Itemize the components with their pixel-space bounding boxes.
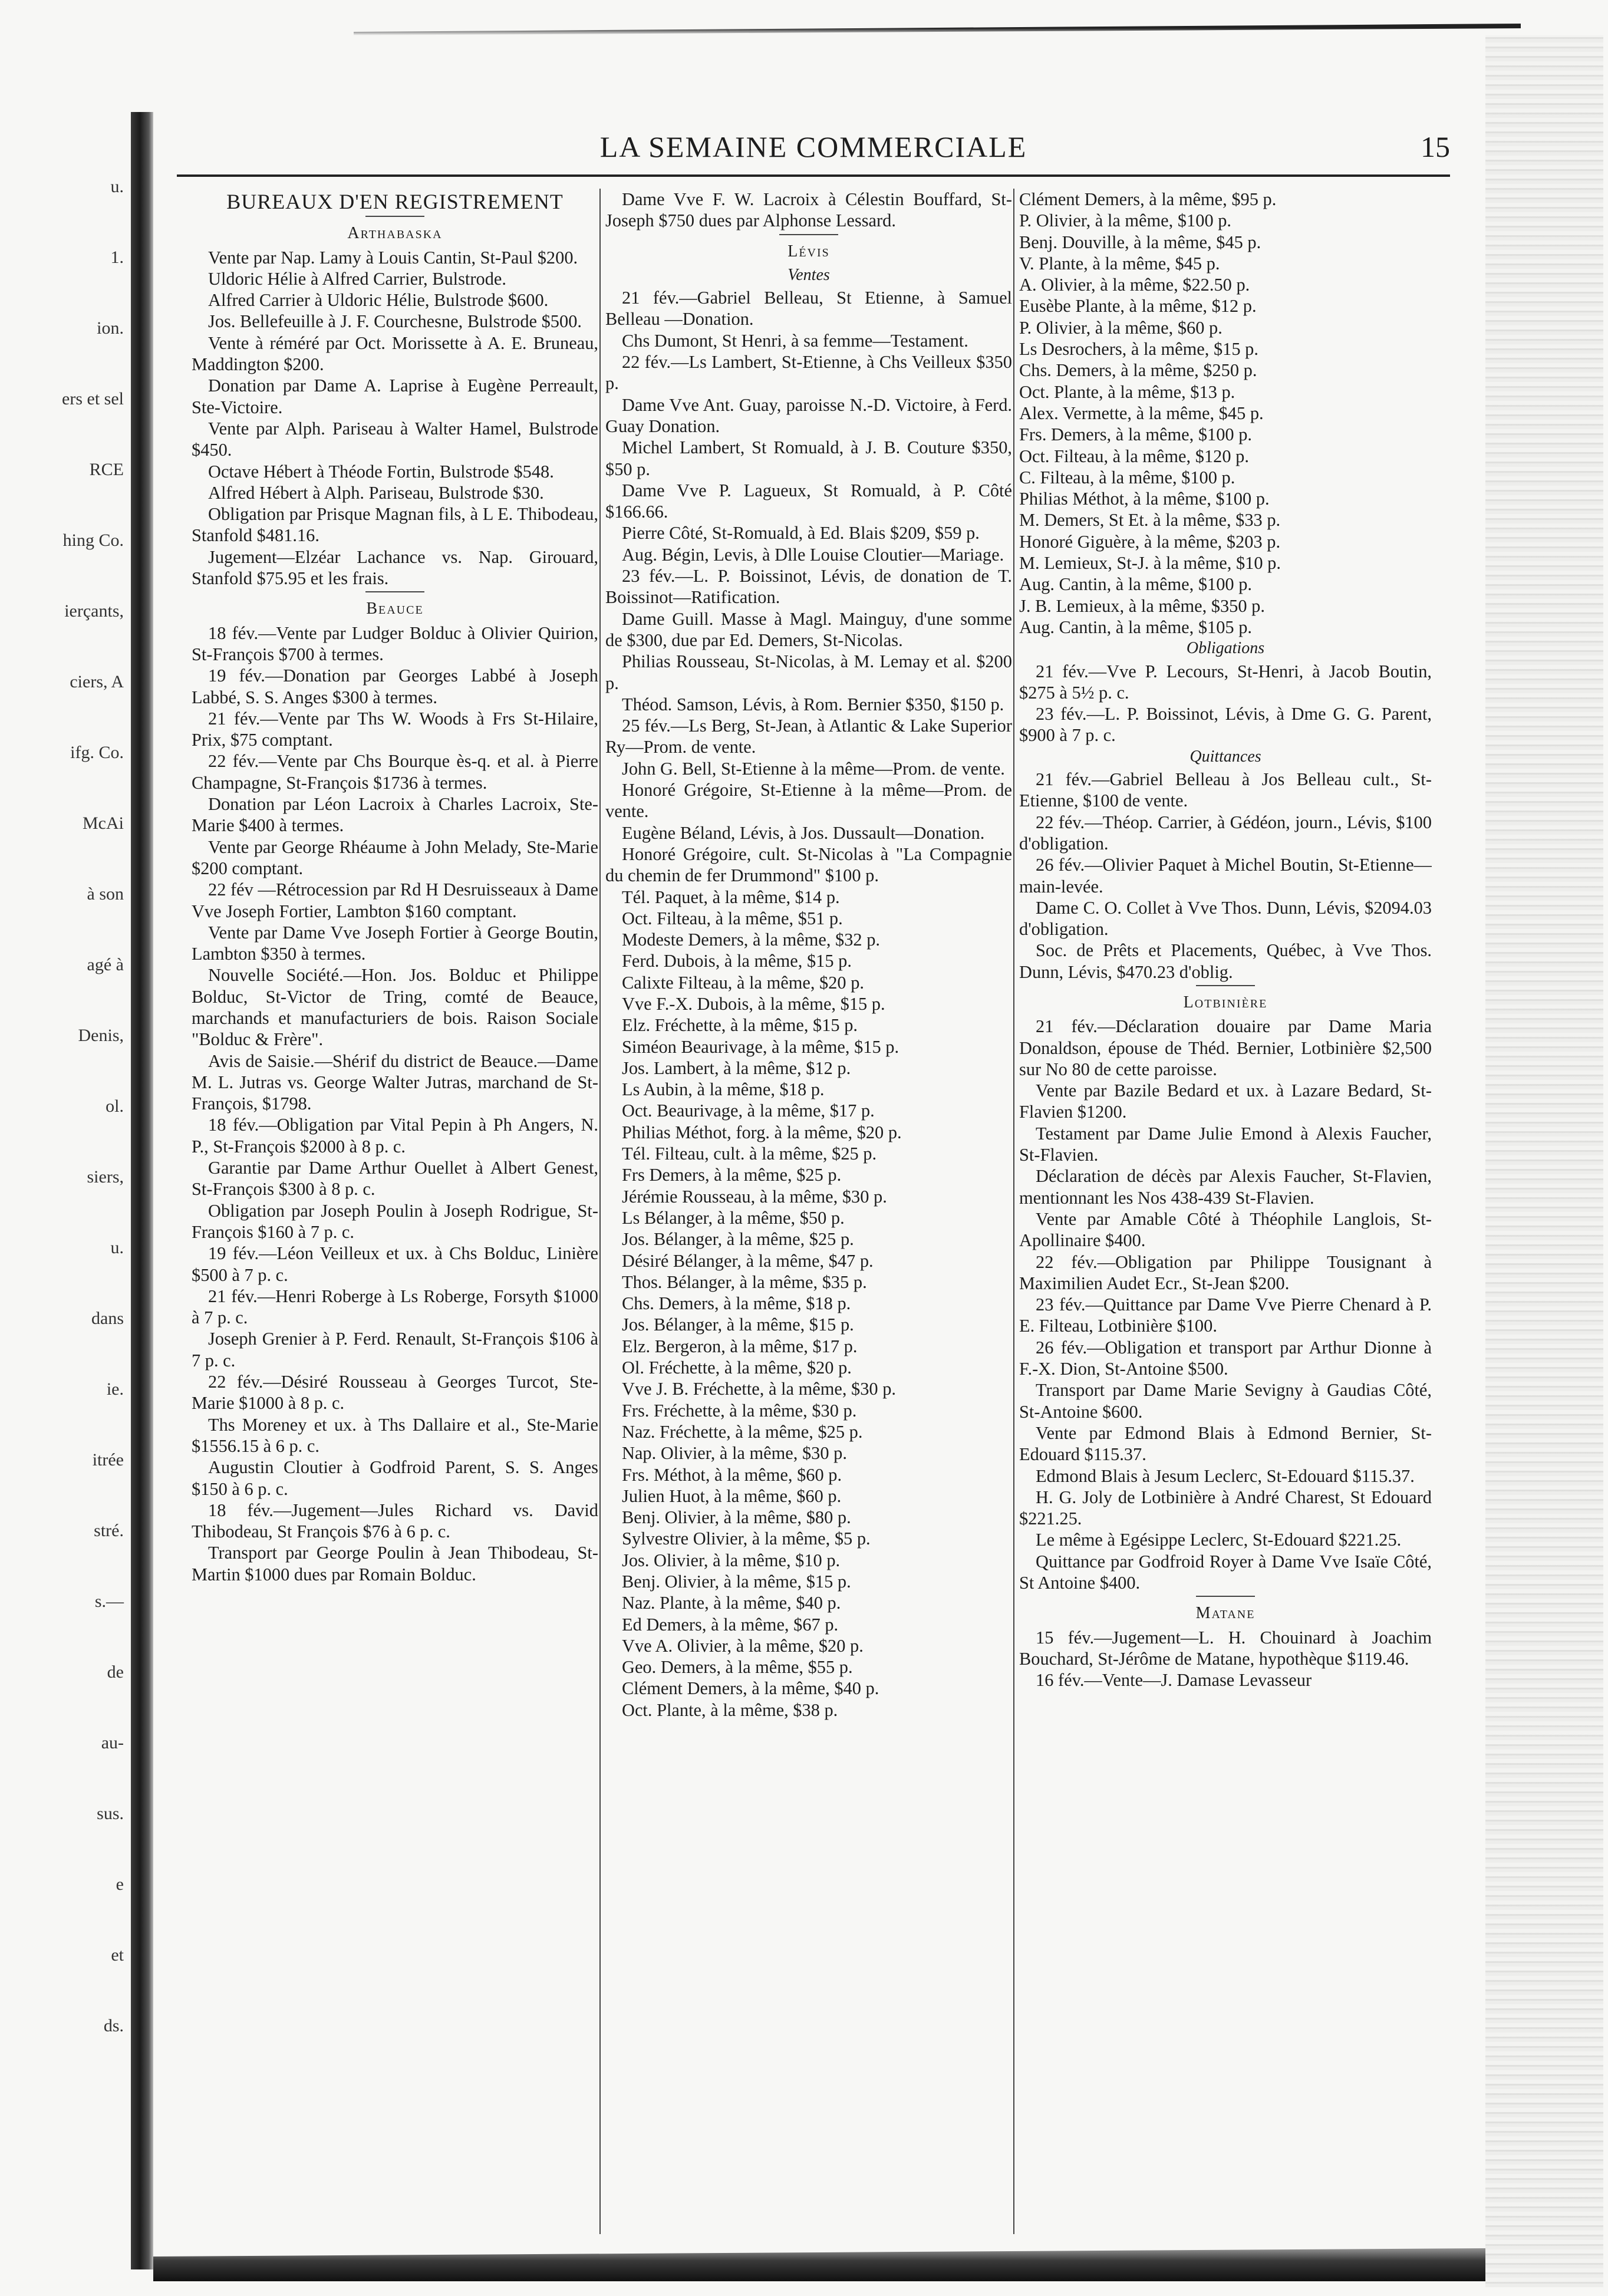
entry: Aug. Cantin, à la même, $100 p.	[1019, 574, 1253, 595]
entry: Tél. Filteau, cult. à la même, $25 p.	[622, 1144, 877, 1164]
fragment-text: ierçants,	[64, 601, 124, 621]
entry: Philias Rousseau, St-Nicolas, à M. Lemay et al. $200 p.	[605, 651, 1012, 693]
entry: Benj. Olivier, à la même, $15 p.	[622, 1572, 851, 1592]
entry: Oct. Plante, à la même, $13 p.	[1019, 381, 1235, 402]
fragment-text: ers et sel	[62, 389, 124, 409]
entry: 26 fév.—Olivier Paquet à Michel Boutin, St-Etienne—main-levée.	[1019, 855, 1432, 897]
entry: 21 fév.—Gabriel Belleau, St Etienne, à Samuel Belleau —Donation.	[605, 288, 1012, 330]
scan-edge-bottom	[153, 2240, 1485, 2281]
entry: Elz. Bergeron, à la même, $17 p.	[622, 1336, 858, 1356]
entry: Frs. Fréchette, à la même, $30 p.	[622, 1400, 857, 1421]
entry: Dame C. O. Collet à Vve Thos. Dunn, Lévis, $2094.03 d'obligation.	[1019, 897, 1432, 940]
entry: Philias Méthot, forg. à la même, $20 p.	[622, 1122, 902, 1142]
entry: M. Demers, St Et. à la même, $33 p.	[1019, 510, 1281, 531]
entry: Nouvelle Société.—Hon. Jos. Bolduc et Philippe Bolduc, St-Victor de Tring, comté de Beauce, marchands et manufacturiers de bois. Raison Sociale "Bolduc & Frère".	[192, 965, 598, 1050]
entry-list	[605, 287, 1012, 1721]
entry: 22 fév.—Ls Lambert, St-Etienne, à Chs Veilleux $350 p.	[605, 352, 1012, 394]
entry: 21 fév.—Vente par Ths W. Woods à Frs St-Hilaire, Prix, $75 comptant.	[192, 708, 598, 750]
fragment-text: sus.	[97, 1804, 124, 1823]
entry: Eusèbe Plante, à la même, $12 p.	[1019, 296, 1257, 317]
entry: Ls Aubin, à la même, $18 p.	[622, 1079, 825, 1100]
fragment-text: ifg. Co.	[70, 743, 124, 762]
entry: 26 fév.—Obligation et transport par Arthur Dionne à F.-X. Dion, St-Antoine $500.	[1019, 1337, 1432, 1379]
entry: Vente par George Rhéaume à John Melady, Ste-Marie $200 comptant.	[192, 836, 598, 878]
entry: M. Lemieux, St-J. à la même, $10 p.	[1019, 553, 1281, 574]
entry: Obligation par Joseph Poulin à Joseph Rodrigue, St-François $160 à 7 p. c.	[192, 1200, 598, 1242]
entry: Ls Desrochers, à la même, $15 p.	[1019, 339, 1258, 360]
entry: Alex. Vermette, à la même, $45 p.	[1019, 403, 1264, 423]
entry: C. Filteau, à la même, $100 p.	[1019, 467, 1235, 487]
entry: Jos. Bélanger, à la même, $15 p.	[622, 1315, 854, 1335]
page-header	[177, 130, 1450, 165]
entry: Joseph Grenier à P. Ferd. Renault, St-François $106 à 7 p. c.	[192, 1329, 598, 1371]
entry: Clément Demers, à la même, $40 p.	[622, 1678, 879, 1699]
entry: 22 fév.—Vente par Chs Bourque ès-q. et al. à Pierre Champagne, St-François $1736 à termes.	[192, 751, 598, 793]
entry: Oct. Filteau, à la même, $51 p.	[622, 908, 843, 928]
entry: 22 fév.—Désiré Rousseau à Georges Turcot, Ste-Marie $1000 à 8 p. c.	[192, 1372, 598, 1414]
entry: Naz. Fréchette, à la même, $25 p.	[622, 1421, 863, 1442]
entry: 18 fév.—Vente par Ludger Bolduc à Olivier Quirion, St-François $700 à termes.	[192, 622, 598, 664]
district-heading: Matane	[1195, 1604, 1256, 1623]
entry: Aug. Bégin, Levis, à Dlle Louise Cloutier—Mariage.	[622, 544, 1004, 565]
entry: Donation par Dame A. Laprise à Eugène Perreault, Ste-Victoire.	[192, 375, 598, 417]
entry: 15 fév.—Jugement—L. H. Chouinard à Joachim Bouchard, St-Jérôme de Matane, hypothèque $119.46.	[1019, 1627, 1432, 1669]
fragment-text: dans	[91, 1309, 124, 1328]
entry: Honoré Grégoire, St-Etienne à la même—Prom. de vente.	[605, 780, 1012, 822]
entry: Elz. Fréchette, à la même, $15 p.	[622, 1015, 858, 1036]
entry-list	[1019, 1627, 1432, 1691]
fragment-text: agé à	[87, 955, 124, 974]
entry: Vve J. B. Fréchette, à la même, $30 p.	[622, 1379, 897, 1399]
entry: Alfred Carrier à Uldoric Hélie, Bulstrode $600.	[208, 290, 549, 311]
separator	[365, 591, 424, 592]
entry: Jos. Bélanger, à la même, $25 p.	[622, 1229, 854, 1250]
entry: Ferd. Dubois, à la même, $15 p.	[622, 951, 852, 971]
entry: John G. Bell, St-Etienne à la même—Prom. de vente.	[622, 758, 1005, 779]
entry: Thos. Bélanger, à la même, $35 p.	[622, 1271, 867, 1292]
column-divider	[599, 189, 601, 2234]
fragment-text: et	[111, 1945, 124, 1965]
entry: Obligation par Prisque Magnan fils, à L E. Thibodeau, Stanfold $481.16.	[192, 504, 598, 546]
fragment-text: ie.	[106, 1379, 124, 1399]
entry: Octave Hébert à Théode Fortin, Bulstrode $548.	[208, 461, 554, 482]
entry: Donation par Léon Lacroix à Charles Lacroix, Ste-Marie $400 à termes.	[192, 794, 598, 836]
entry: Pierre Côté, St-Romuald, à Ed. Blais $209, $59 p.	[622, 523, 980, 543]
entry: Augustin Cloutier à Godfroid Parent, S. S. Anges $150 à 6 p. c.	[192, 1457, 598, 1499]
entry: Dame Guill. Masse à Magl. Mainguy, d'une somme de $300, due par Ed. Demers, St-Nicolas.	[605, 608, 1012, 650]
entry: Clément Demers, à la même, $95 p.	[1019, 189, 1277, 209]
entry: Frs. Méthot, à la même, $60 p.	[622, 1464, 842, 1485]
entry: 21 fév.—Henri Roberge à Ls Roberge, Forsyth $1000 à 7 p. c.	[192, 1286, 598, 1328]
entry: Edmond Blais à Jesum Leclerc, St-Edouard $115.37.	[1036, 1465, 1415, 1486]
entry: Chs. Demers, à la même, $250 p.	[1019, 360, 1257, 381]
entry: A. Olivier, à la même, $22.50 p.	[1019, 275, 1250, 295]
column-1	[192, 189, 598, 2234]
scan-edge-top	[354, 24, 1521, 35]
entry: Vente par Bazile Bedard et ux. à Lazare Bedard, St-Flavien $1200.	[1019, 1081, 1432, 1122]
entry: Déclaration de décès par Alexis Faucher, St-Flavien, mentionnant les Nos 438-439 St-Flavien.	[1019, 1166, 1432, 1208]
entry: Honoré Giguère, à la même, $203 p.	[1019, 531, 1281, 552]
entry: Vente par Amable Côté à Théophile Langlois, St-Apollinaire $400.	[1019, 1208, 1432, 1251]
entry: Jos. Lambert, à la même, $12 p.	[622, 1058, 851, 1078]
entry: H. G. Joly de Lotbinière à André Charest, St Edouard $221.25.	[1019, 1487, 1432, 1529]
fragment-text: ion.	[97, 318, 124, 338]
fragment-text: stré.	[94, 1521, 124, 1540]
entry: Vente par Dame Vve Joseph Fortier à George Boutin, Lambton $350 à termes.	[192, 922, 598, 964]
entry: Oct. Filteau, à la même, $120 p.	[1019, 446, 1249, 466]
entry: Siméon Beaurivage, à la même, $15 p.	[622, 1036, 899, 1057]
entry-list	[1019, 189, 1432, 638]
entry: Dame Vve Ant. Guay, paroisse N.-D. Victoire, à Ferd. Guay Donation.	[605, 394, 1012, 436]
page-number: 15	[1421, 130, 1450, 163]
column-3	[1019, 189, 1432, 2234]
separator	[779, 234, 838, 235]
separator	[1196, 985, 1255, 986]
entry: J. B. Lemieux, à la même, $350 p.	[1019, 595, 1265, 616]
fragment-text: ds.	[103, 2016, 124, 2035]
entry: Chs. Demers, à la même, $18 p.	[622, 1293, 851, 1314]
fragment-text: de	[107, 1662, 124, 1682]
scan-noise-right	[1485, 35, 1603, 2287]
entry: Nap. Olivier, à la même, $30 p.	[622, 1443, 847, 1464]
entry: Théod. Samson, Lévis, à Rom. Bernier $350, $150 p.	[622, 694, 1004, 714]
entry: Testament par Dame Julie Emond à Alexis Faucher, St-Flavien.	[1019, 1123, 1432, 1165]
fragment-text: u.	[110, 177, 124, 196]
entry-list	[1019, 769, 1432, 983]
entry: P. Olivier, à la même, $60 p.	[1019, 317, 1223, 338]
columns	[192, 189, 1456, 2240]
fragment-text: McAi	[83, 813, 124, 833]
entry-list	[1019, 661, 1432, 746]
entry: Benj. Douville, à la même, $45 p.	[1019, 232, 1261, 252]
entry: Vente par Edmond Blais à Edmond Bernier, St-Edouard $115.37.	[1019, 1422, 1432, 1465]
district-heading: Lévis	[787, 242, 830, 261]
entry: Vve A. Olivier, à la même, $20 p.	[622, 1635, 864, 1656]
subheading: Obligations	[1186, 639, 1265, 658]
district-heading: Lotbinière	[1183, 993, 1268, 1012]
entry: 18 fév.—Jugement—Jules Richard vs. David Thibodeau, St François $76 à 6 p. c.	[192, 1500, 598, 1542]
fragment-text: au-	[101, 1733, 124, 1753]
section-title: BUREAUX D'EN REGISTREMENT	[226, 190, 564, 213]
entry: Philias Méthot, à la même, $100 p.	[1019, 489, 1270, 509]
entry: Le même à Egésippe Leclerc, St-Edouard $221.25.	[1036, 1530, 1402, 1550]
fragment-text: ol.	[106, 1096, 124, 1116]
fragment-text: e	[116, 1875, 124, 1894]
entry: Julien Huot, à la même, $60 p.	[622, 1485, 842, 1506]
entry: 22 fév.—Obligation par Philippe Tousignant à Maximilien Audet Ecr., St-Jean $200.	[1019, 1251, 1432, 1293]
separator	[365, 216, 424, 217]
subheading: Quittances	[1189, 747, 1261, 766]
fragment-text: u.	[110, 1238, 124, 1257]
fragment-text: hing Co.	[62, 531, 124, 550]
entry: Jos. Olivier, à la même, $10 p.	[622, 1550, 841, 1570]
fragment-text: siers,	[87, 1167, 124, 1187]
entry: Vve F.-X. Dubois, à la même, $15 p.	[622, 993, 885, 1014]
entry: Uldoric Hélie à Alfred Carrier, Bulstrode.	[208, 268, 506, 289]
entry: Frs. Demers, à la même, $100 p.	[1019, 424, 1252, 445]
entry-list	[192, 247, 598, 589]
entry: Quittance par Godfroid Royer à Dame Vve Isaïe Côté, St Antoine $400.	[1019, 1551, 1432, 1593]
entry: Oct. Plante, à la même, $38 p.	[622, 1699, 838, 1720]
entry: Chs Dumont, St Henri, à sa femme—Testament.	[622, 330, 968, 351]
entry: Sylvestre Olivier, à la même, $5 p.	[622, 1529, 871, 1549]
entry: Jugement—Elzéar Lachance vs. Nap. Girouard, Stanfold $75.95 et les frais.	[192, 546, 598, 589]
entry: Soc. de Prêts et Placements, Québec, à Vve Thos. Dunn, Lévis, $470.23 d'oblig.	[1019, 940, 1432, 982]
entry-list	[192, 622, 598, 1585]
separator	[1196, 1596, 1255, 1597]
entry: Ls Bélanger, à la même, $50 p.	[622, 1207, 845, 1228]
entry: Tél. Paquet, à la même, $14 p.	[622, 887, 840, 907]
fragment-text: ciers, A	[70, 672, 124, 691]
entry: Ed Demers, à la même, $67 p.	[622, 1614, 839, 1635]
binding-shadow	[131, 112, 153, 2269]
entry: Dame Vve P. Lagueux, St Romuald, à P. Côté $166.66.	[605, 480, 1012, 522]
entry: Naz. Plante, à la même, $40 p.	[622, 1593, 841, 1613]
entry: 21 fév.—Déclaration douaire par Dame Maria Donaldson, épouse de Théd. Bernier, Lotbinière $2,500 sur No 80 de cette paroisse.	[1019, 1016, 1432, 1079]
entry: 25 fév.—Ls Berg, St-Jean, à Atlantic & Lake Superior Ry—Prom. de vente.	[605, 716, 1012, 757]
page-title: LA SEMAINE COMMERCIALE	[599, 130, 1027, 163]
column-2	[605, 189, 1012, 2234]
adjacent-page-fragments	[0, 177, 130, 2181]
fragment-text: RCE	[89, 460, 124, 479]
entry: Michel Lambert, St Romuald, à J. B. Couture $350, $50 p.	[605, 437, 1012, 479]
entry: Aug. Cantin, à la même, $105 p.	[1019, 617, 1253, 637]
entry: P. Olivier, à la même, $100 p.	[1019, 210, 1232, 231]
entry: Frs Demers, à la même, $25 p.	[622, 1165, 842, 1185]
entry: Geo. Demers, à la même, $55 p.	[622, 1657, 853, 1678]
entry: Honoré Grégoire, cult. St-Nicolas à "La Compagnie du chemin de fer Drummond" $100 p.	[605, 844, 1012, 886]
entry: Alfred Hébert à Alph. Pariseau, Bulstrode $30.	[208, 482, 544, 503]
entry: 22 fév —Rétrocession par Rd H Desruisseaux à Dame Vve Joseph Fortier, Lambton $160 comptant.	[192, 879, 598, 921]
entry: 23 fév.—L. P. Boissinot, Lévis, à Dme G. G. Parent, $900 à 7 p. c.	[1019, 704, 1432, 746]
entry: Ol. Fréchette, à la même, $20 p.	[622, 1358, 852, 1378]
entry: V. Plante, à la même, $45 p.	[1019, 253, 1220, 274]
entry: Ths Moreney et ux. à Ths Dallaire et al., Ste-Marie $1556.15 à 6 p. c.	[192, 1414, 598, 1456]
entry: 18 fév.—Obligation par Vital Pepin à Ph Angers, N. P., St-François $2000 à 8 p. c.	[192, 1115, 598, 1157]
entry: 16 fév.—Vente—J. Damase Levasseur	[1036, 1670, 1312, 1691]
entry: 19 fév.—Donation par Georges Labbé à Joseph Labbé, S. S. Anges $300 à termes.	[192, 666, 598, 707]
entry: 22 fév.—Théop. Carrier, à Gédéon, journ., Lévis, $100 d'obligation.	[1019, 812, 1432, 854]
entry: Jérémie Rousseau, à la même, $30 p.	[622, 1186, 887, 1207]
entry: Benj. Olivier, à la même, $80 p.	[622, 1507, 851, 1528]
fragment-text: s.—	[94, 1592, 124, 1611]
fragment-text: 1.	[110, 248, 124, 267]
entry: Garantie par Dame Arthur Ouellet à Albert Genest, St-François $300 à 8 p. c.	[192, 1158, 598, 1200]
entry: Jos. Bellefeuille à J. F. Courchesne, Bulstrode $500.	[208, 311, 582, 332]
subheading: Ventes	[787, 265, 830, 284]
entry: Eugène Béland, Lévis, à Jos. Dussault—Donation.	[622, 822, 985, 843]
entry: 23 fév.—L. P. Boissinot, Lévis, de donation de T. Boissinot—Ratification.	[605, 566, 1012, 608]
entry: 21 fév.—Gabriel Belleau à Jos Belleau cult., St-Etienne, $100 de vente.	[1019, 769, 1432, 811]
column-divider	[1013, 189, 1014, 2234]
fragment-text: à son	[87, 884, 124, 904]
district-heading: Beauce	[366, 599, 424, 618]
entry: Vente par Nap. Lamy à Louis Cantin, St-Paul $200.	[208, 247, 578, 268]
fragment-text: itrée	[92, 1450, 124, 1470]
district-heading: Arthabaska	[347, 224, 443, 243]
fragment-text: Denis,	[78, 1026, 124, 1045]
entry: Désiré Bélanger, à la même, $47 p.	[622, 1250, 874, 1271]
entry: 23 fév.—Quittance par Dame Vve Pierre Chenard à P. E. Filteau, Lotbinière $100.	[1019, 1294, 1432, 1336]
entry: Transport par Dame Marie Sevigny à Gaudias Côté, St-Antoine $600.	[1019, 1380, 1432, 1422]
entry: Dame Vve F. W. Lacroix à Célestin Bouffard, St-Joseph $750 dues par Alphonse Lessard.	[605, 189, 1012, 231]
header-rule	[177, 174, 1450, 177]
entry: Oct. Beaurivage, à la même, $17 p.	[622, 1101, 875, 1121]
entry: Vente à réméré par Oct. Morissette à A. E. Bruneau, Maddington $200.	[192, 332, 598, 375]
entry: Transport par George Poulin à Jean Thibodeau, St-Martin $1000 dues par Romain Bolduc.	[192, 1543, 598, 1585]
entry: Calixte Filteau, à la même, $20 p.	[622, 972, 865, 993]
entry: 19 fév.—Léon Veilleux et ux. à Chs Bolduc, Linière $500 à 7 p. c.	[192, 1243, 598, 1285]
entry-list	[1019, 1016, 1432, 1593]
entry: 21 fév.—Vve P. Lecours, St-Henri, à Jacob Boutin, $275 à 5½ p. c.	[1019, 661, 1432, 703]
entry: Vente par Alph. Pariseau à Walter Hamel, Bulstrode $450.	[192, 418, 598, 460]
entry: Modeste Demers, à la même, $32 p.	[622, 930, 881, 950]
entry: Avis de Saisie.—Shérif du district de Beauce.—Dame M. L. Jutras vs. George Walter Jutras, marchand de St-François, $1798.	[192, 1050, 598, 1114]
